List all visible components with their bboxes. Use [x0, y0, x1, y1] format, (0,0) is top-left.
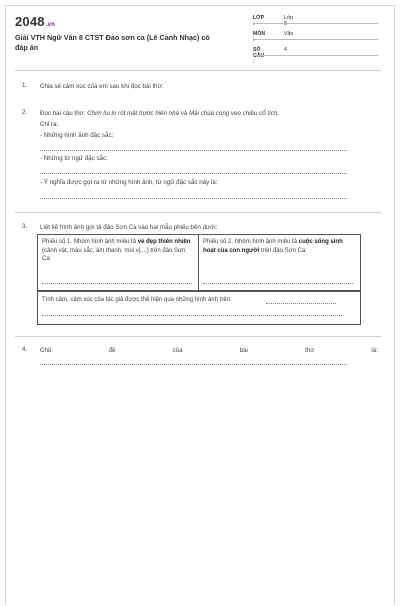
- card-1-answer-line[interactable]: [42, 283, 192, 284]
- feelings-text: Tình cảm, cảm xúc của tác giả được thể hiện qua những hình ảnh trên:: [42, 297, 232, 303]
- q4-text: Chủ đề của bài thơ là:: [40, 347, 378, 354]
- question-count-label: SỐ CÂU :: [253, 47, 265, 65]
- header-divider: [15, 70, 381, 71]
- q2-answer-line-1[interactable]: [40, 150, 347, 151]
- q3-text: Liệt kê hình ảnh gợi tả đảo Sơn Ca vào hai mẫu phiếu bên dưới:: [40, 224, 218, 231]
- title-line-1: Giải VTH Ngữ Văn 8 CTST Đảo sơn ca (Lê Cảnh Nhạc) có: [15, 33, 210, 42]
- q2-number: 2.: [22, 109, 28, 116]
- question-count-value: 4: [284, 47, 287, 53]
- subject-value: Văn: [284, 31, 294, 37]
- q3-number: 3.: [22, 223, 28, 230]
- q2-prompt: Đọc hai câu thơ: Chim líu lo rót mật trước hiên nhà và Mái chùa cong veo chiều cổ tích.: [40, 110, 280, 117]
- q2-answer-line-3[interactable]: [40, 198, 347, 199]
- q4-answer-line[interactable]: [40, 364, 347, 365]
- section-divider-2: [15, 336, 381, 337]
- feelings-box: [37, 290, 361, 325]
- class-value: Lớp 8: [284, 15, 294, 27]
- worksheet-title: [15, 33, 235, 52]
- q2-item-words: - Những từ ngữ đặc sắc:: [40, 155, 108, 162]
- q1-number: 1.: [22, 82, 28, 89]
- card-2-human-life: [198, 234, 361, 292]
- card-1-text: Phiếu số 1. Nhóm hình ảnh miêu tả vẻ đẹp thiên nhiên (cảnh vật, màu sắc, âm thanh, mùi vị,...) trên đảo Sơn Ca:: [42, 239, 191, 263]
- feelings-answer-line[interactable]: [42, 315, 342, 316]
- subject-label: MÔN :: [253, 31, 266, 43]
- class-label: LỚP :: [253, 15, 264, 27]
- card-2-answer-line[interactable]: [203, 283, 353, 284]
- q2-answer-line-2[interactable]: [40, 173, 347, 174]
- q2-item-images: - Những hình ảnh đặc sắc:: [40, 132, 114, 139]
- site-logo[interactable]: 2048.vn: [15, 14, 56, 29]
- card-2-text: Phiếu số 2. Nhóm hình ảnh miêu tả cuộc sống sinh hoạt của con người trên đảo Sơn Ca:: [203, 239, 343, 254]
- q2-item-meaning: - Ý nghĩa được gợi ra từ những hình ảnh, từ ngữ đặc sắc này là:: [40, 179, 218, 186]
- card-1-nature: [37, 234, 199, 292]
- section-divider-1: [15, 212, 381, 213]
- feelings-inline-line[interactable]: [266, 303, 336, 304]
- title-line-2: đáp án: [15, 42, 39, 52]
- q4-number: 4.: [22, 346, 28, 353]
- q1-text: Chia sẻ cảm xúc của em sau khi đọc bài thơ:: [40, 83, 164, 90]
- q2-point-label: Chỉ ra:: [40, 121, 59, 128]
